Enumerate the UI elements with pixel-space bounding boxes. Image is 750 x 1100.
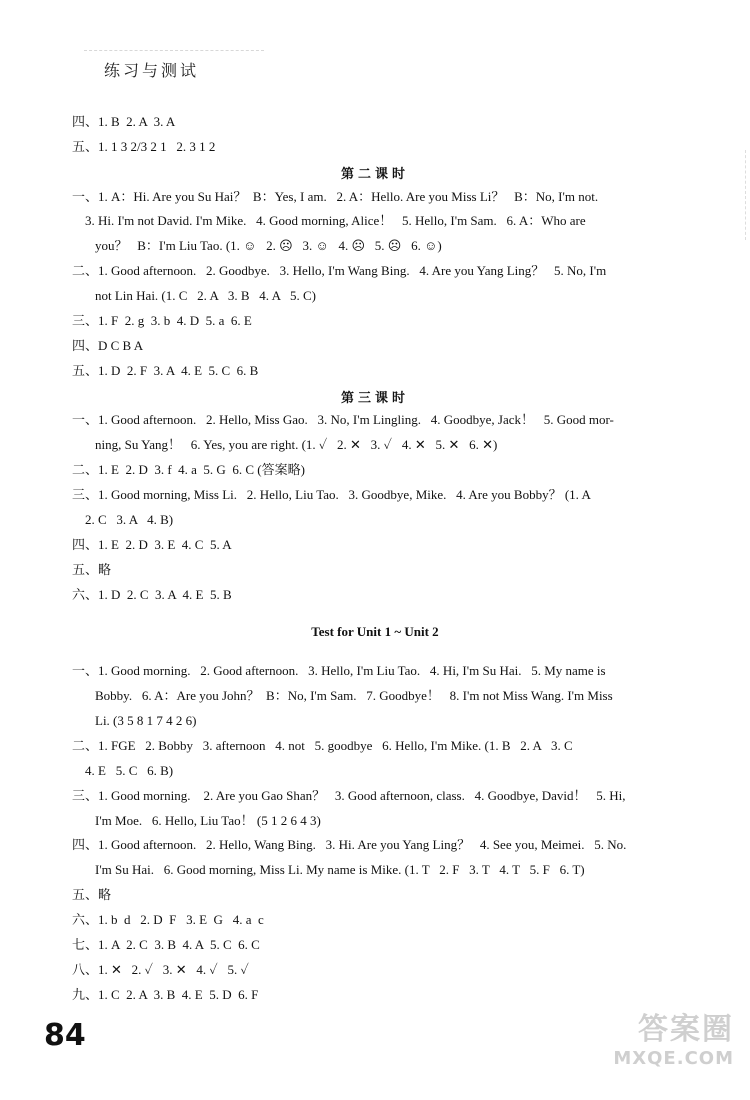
answer-line: I'm Su Hai. 6. Good morning, Miss Li. My name is Mike. (1. T 2. F 3. T 4. T 5. F 6. T)	[95, 862, 585, 877]
answer-line: 四、1. E 2. D 3. E 4. C 5. A	[72, 537, 232, 552]
answer-line: 一、1. A：Hi. Are you Su Hai？ B：Yes, I am. 2. A：Hello. Are you Miss Li？ B：No, I'm not.	[72, 189, 599, 204]
answer-line: 四、1. Good afternoon. 2. Hello, Wang Bing. 3. Hi. Are you Yang Ling？ 4. See you, Meimei. 5. No.	[72, 837, 627, 852]
section-heading-lesson-2: 第二课时	[340, 167, 409, 182]
answer-line: 五、略	[72, 887, 112, 902]
watermark-logo	[584, 1004, 734, 1094]
answer-line: 二、1. FGE 2. Bobby 3. afternoon 4. not 5. goodbye 6. Hello, I'm Mike. (1. B 2. A 3. C	[72, 738, 573, 753]
page-number: 84	[44, 1018, 86, 1053]
answer-line: 三、1. Good morning, Miss Li. 2. Hello, Liu Tao. 3. Goodbye, Mike. 4. Are you Bobby？ (1. A	[72, 487, 591, 502]
answer-line: 二、1. Good afternoon. 2. Goodbye. 3. Hello, I'm Wang Bing. 4. Are you Yang Ling？ 5. No, I'm	[72, 263, 607, 278]
answer-line: 八、1. ✕ 2. ✓ 3. ✕ 4. ✓ 5. ✓	[72, 962, 249, 977]
page-header	[62, 44, 362, 84]
watermark-url: MXQE.COM	[613, 1048, 734, 1069]
section-heading-test: Test for Unit 1 ~ Unit 2	[311, 624, 439, 639]
answer-line: 一、1. Good morning. 2. Good afternoon. 3. Hello, I'm Liu Tao. 4. Hi, I'm Su Hai. 5. My name is	[72, 663, 606, 678]
answer-line: 五、1. D 2. F 3. A 4. E 5. C 6. B	[72, 363, 259, 378]
answer-line: 七、1. A 2. C 3. B 4. A 5. C 6. C	[72, 937, 260, 952]
answer-line: 五、1. 1 3 2/3 2 1 2. 3 1 2	[72, 139, 216, 154]
answer-line: 一、1. Good afternoon. 2. Hello, Miss Gao. 3. No, I'm Lingling. 4. Goodbye, Jack！ 5. Good mor-	[72, 412, 614, 427]
answer-line: 四、1. B 2. A 3. A	[72, 114, 176, 129]
watermark-text: 答案圈	[638, 1012, 734, 1047]
answer-line: 3. Hi. I'm not David. I'm Mike. 4. Good morning, Alice！ 5. Hello, I'm Sam. 6. A：Who are	[72, 213, 586, 228]
answer-line: 六、1. D 2. C 3. A 4. E 5. B	[72, 587, 232, 602]
answer-line: I'm Moe. 6. Hello, Liu Tao！ (5 1 2 6 4 3)	[95, 813, 321, 828]
answer-line: you？ B：I'm Liu Tao. (1. ☺ 2. ☹ 3. ☺ 4. ☹ 5. ☹ 6. ☺)	[95, 238, 442, 253]
answer-line: 五、略	[72, 562, 112, 577]
binding-edge	[741, 150, 746, 240]
answer-line: 4. E 5. C 6. B)	[72, 763, 174, 778]
answer-line: 二、1. E 2. D 3. f 4. a 5. G 6. C (答案略)	[72, 462, 305, 477]
answer-line: 2. C 3. A 4. B)	[72, 512, 174, 527]
answer-line: 六、1. b d 2. D F 3. E G 4. a c	[72, 912, 264, 927]
answer-line: Li. (3 5 8 1 7 4 2 6)	[95, 713, 197, 728]
answer-line: 三、1. F 2. g 3. b 4. D 5. a 6. E	[72, 313, 252, 328]
answer-line: not Lin Hai. (1. C 2. A 3. B 4. A 5. C)	[95, 288, 317, 303]
section-heading-lesson-3: 第三课时	[340, 391, 409, 406]
answer-line: Bobby. 6. A：Are you John？ B：No, I'm Sam. 7. Goodbye！ 8. I'm not Miss Wang. I'm Miss	[95, 688, 613, 703]
answer-line: 三、1. Good morning. 2. Are you Gao Shan？ 3. Good afternoon, class. 4. Goodbye, David！ 5. Hi,	[72, 788, 626, 803]
header-title: 练习与测试	[104, 61, 200, 80]
answer-line: 四、D C B A	[72, 338, 144, 353]
header-decoration	[84, 50, 264, 52]
answer-line: 九、1. C 2. A 3. B 4. E 5. D 6. F	[72, 987, 259, 1002]
answer-line: ning, Su Yang！ 6. Yes, you are right. (1. ✓ 2. ✕ 3. ✓ 4. ✕ 5. ✕ 6. ✕)	[95, 437, 498, 452]
